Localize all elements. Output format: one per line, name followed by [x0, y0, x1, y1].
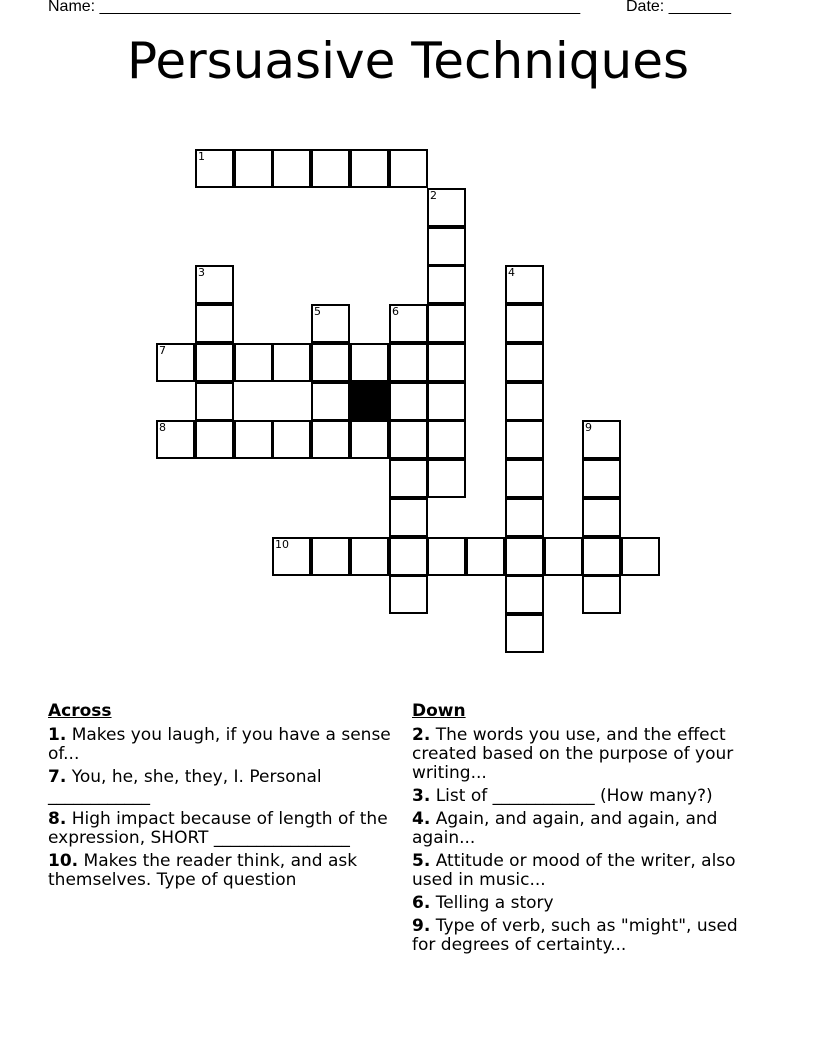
across-clue-10 [48, 852, 402, 890]
crossword-cell[interactable] [156, 343, 195, 382]
crossword-cell[interactable] [311, 537, 350, 576]
crossword-cell[interactable] [505, 537, 544, 576]
crossword-cell[interactable] [582, 575, 621, 614]
crossword-cell[interactable] [582, 537, 621, 576]
across-clue-8 [48, 810, 402, 848]
clue-number: 7. [48, 767, 67, 787]
crossword-cell[interactable] [195, 304, 234, 343]
crossword-cell[interactable] [195, 149, 234, 188]
clue-number-label: 6 [392, 305, 399, 318]
crossword-cell[interactable] [389, 459, 428, 498]
clue-number-label: 8 [159, 421, 166, 434]
crossword-cell[interactable] [311, 382, 350, 421]
crossword-cell[interactable] [311, 420, 350, 459]
clue-number: 8. [48, 809, 67, 829]
clue-number-label: 2 [430, 189, 437, 202]
crossword-cell[interactable] [350, 420, 389, 459]
clue-text: High impact because of length of the expression, SHORT ________________ [48, 809, 388, 848]
crossword-cell[interactable] [505, 614, 544, 653]
crossword-cell[interactable] [427, 382, 466, 421]
name-label: Name: ______________________________________________________ [48, 0, 581, 15]
crossword-cell[interactable] [195, 343, 234, 382]
crossword-cell[interactable] [389, 304, 428, 343]
down-clue-5 [412, 852, 757, 890]
clue-text: Attitude or mood of the writer, also used in music... [412, 851, 736, 890]
page-title: Persuasive Techniques [126, 32, 690, 90]
clue-number: 3. [412, 786, 431, 806]
crossword-cell[interactable] [427, 420, 466, 459]
clue-number: 4. [412, 809, 431, 829]
crossword-cell[interactable] [427, 188, 466, 227]
clue-number-label: 4 [508, 266, 515, 279]
crossword-cell[interactable] [234, 343, 273, 382]
crossword-cell[interactable] [427, 537, 466, 576]
crossword-cell[interactable] [389, 420, 428, 459]
crossword-cell[interactable] [389, 498, 428, 537]
crossword-cell[interactable] [234, 149, 273, 188]
crossword-cell[interactable] [350, 343, 389, 382]
clue-number-label: 5 [314, 305, 321, 318]
clue-text: List of ____________ (How many?) [435, 786, 713, 806]
crossword-cell[interactable] [311, 149, 350, 188]
crossword-cell[interactable] [195, 382, 234, 421]
down-clues [412, 702, 757, 959]
down-clue-6 [412, 894, 757, 913]
crossword-cell[interactable] [505, 575, 544, 614]
clue-number: 2. [412, 725, 431, 745]
crossword-cell[interactable] [350, 149, 389, 188]
clue-text: Telling a story [435, 893, 554, 913]
crossword-cell[interactable] [466, 537, 505, 576]
down-clue-3 [412, 787, 757, 806]
clue-text: The words you use, and the effect created based on the purpose of your writing... [412, 725, 734, 783]
clue-text: Makes the reader think, and ask themselves. Type of question [48, 851, 358, 890]
clue-text: You, he, she, they, I. Personal ____________ [48, 767, 322, 806]
crossword-cell[interactable] [427, 227, 466, 266]
crossword-cell[interactable] [272, 420, 311, 459]
crossword-cell[interactable] [389, 382, 428, 421]
crossword-cell[interactable] [272, 537, 311, 576]
crossword-cell[interactable] [427, 459, 466, 498]
crossword-cell[interactable] [427, 265, 466, 304]
crossword-cell[interactable] [156, 420, 195, 459]
crossword-cell[interactable] [505, 343, 544, 382]
clue-number-label: 3 [198, 266, 205, 279]
crossword-cell[interactable] [582, 498, 621, 537]
clue-number: 1. [48, 725, 67, 745]
crossword-cell[interactable] [389, 343, 428, 382]
crossword-cell[interactable] [350, 537, 389, 576]
crossword-cell[interactable] [272, 343, 311, 382]
across-clues [48, 702, 402, 894]
date-label: Date: _______ [626, 0, 731, 15]
crossword-cell[interactable] [505, 304, 544, 343]
crossword-cell[interactable] [544, 537, 583, 576]
clue-number-label: 9 [585, 421, 592, 434]
clue-text: Makes you laugh, if you have a sense of... [48, 725, 391, 764]
clue-number: 10. [48, 851, 79, 871]
clue-number: 5. [412, 851, 431, 871]
crossword-cell[interactable] [389, 575, 428, 614]
across-clue-7 [48, 768, 402, 806]
crossword-cell[interactable] [505, 459, 544, 498]
down-clue-4 [412, 810, 757, 848]
across-heading: Across [48, 701, 112, 721]
black-square [350, 382, 389, 421]
clue-number-label: 10 [275, 538, 289, 551]
clue-number: 9. [412, 916, 431, 936]
crossword-cell[interactable] [272, 149, 311, 188]
crossword-cell[interactable] [505, 382, 544, 421]
crossword-cell[interactable] [505, 265, 544, 304]
crossword-cell[interactable] [234, 420, 273, 459]
across-clue-1 [48, 726, 402, 764]
crossword-cell[interactable] [389, 537, 428, 576]
clue-number-label: 7 [159, 344, 166, 357]
crossword-cell[interactable] [427, 304, 466, 343]
clue-text: Type of verb, such as "might", used for degrees of certainty... [412, 916, 738, 955]
crossword-cell[interactable] [389, 149, 428, 188]
down-clue-2 [412, 726, 757, 783]
clue-number: 6. [412, 893, 431, 913]
crossword-cell[interactable] [505, 420, 544, 459]
crossword-cell[interactable] [505, 498, 544, 537]
crossword-cell[interactable] [195, 420, 234, 459]
crossword-cell[interactable] [427, 343, 466, 382]
crossword-cell[interactable] [621, 537, 660, 576]
down-clue-9 [412, 917, 757, 955]
clue-number-label: 1 [198, 150, 205, 163]
down-heading: Down [412, 701, 466, 721]
crossword-cell[interactable] [311, 343, 350, 382]
clue-text: Again, and again, and again, and again... [412, 809, 718, 848]
crossword-cell[interactable] [582, 459, 621, 498]
crossword-cell[interactable] [195, 265, 234, 304]
crossword-cell[interactable] [582, 420, 621, 459]
crossword-cell[interactable] [311, 304, 350, 343]
